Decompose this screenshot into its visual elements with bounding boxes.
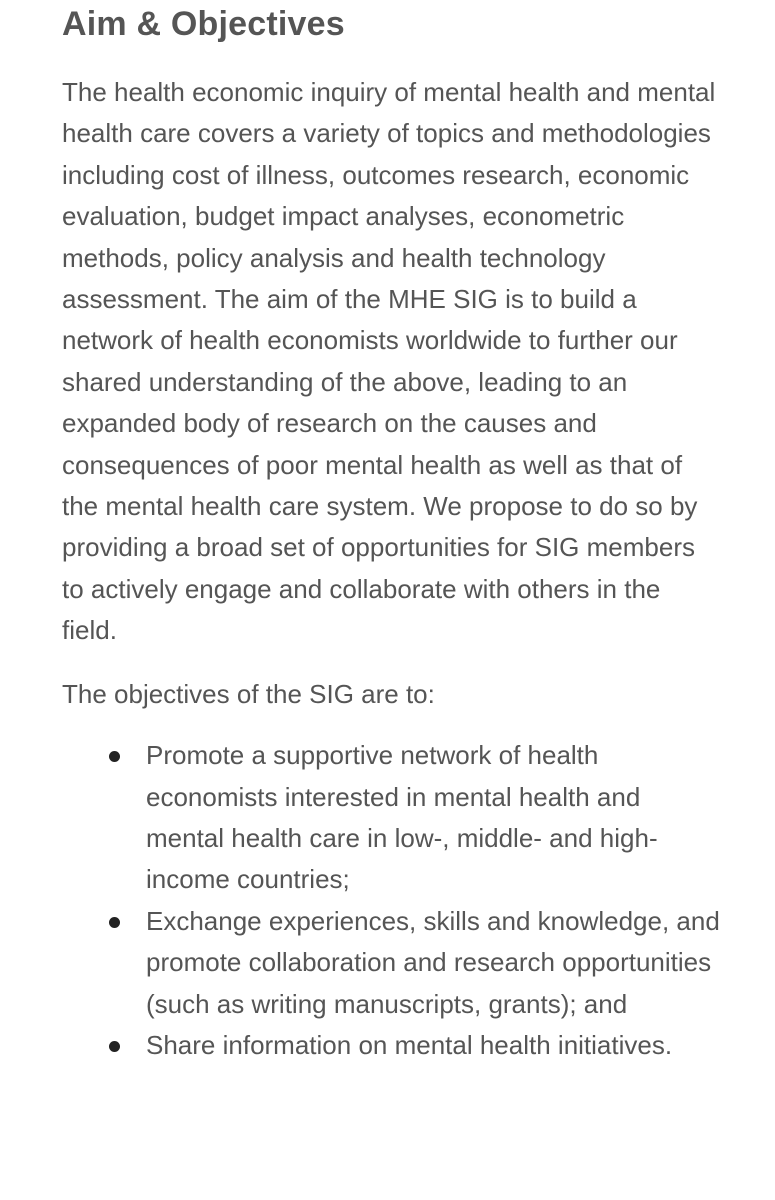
aim-paragraph: The health economic inquiry of mental health and mental health care covers a variety of topics and methodologies including cost of illness, outcomes research, economic evaluation, budget impact analyses, econometric methods, policy analysis and health technology assessment. The aim of the MHE SIG is to build a network of health economists worldwide to further our shared understanding of the above, leading to an expanded body of research on the causes and consequences of poor mental health as well as that of the mental health care system. We propose to do so by providing a broad set of opportunities for SIG members to actively engage and collaborate with others in the field. — [62, 77, 716, 646]
objective-item — [62, 735, 722, 901]
objective-text: Share information on mental health initiatives. — [146, 1029, 673, 1060]
objective-text: Promote a supportive network of health economists interested in mental health and mental health care in low-, middle- and high-income countries; — [146, 740, 658, 895]
objectives-list — [62, 735, 722, 1066]
objective-text: Exchange experiences, skills and knowledge, and promote collaboration and research opportunities (such as writing manuscripts, grants); and — [146, 905, 720, 1019]
bullet-icon — [109, 917, 120, 928]
objective-item — [62, 901, 722, 1025]
bullet-icon — [109, 751, 120, 762]
section-title: Aim & Objectives — [62, 5, 345, 43]
objective-item — [62, 1025, 722, 1066]
objectives-intro: The objectives of the SIG are to: — [62, 678, 435, 709]
article-content — [62, 0, 722, 1066]
bullet-icon — [109, 1041, 120, 1052]
